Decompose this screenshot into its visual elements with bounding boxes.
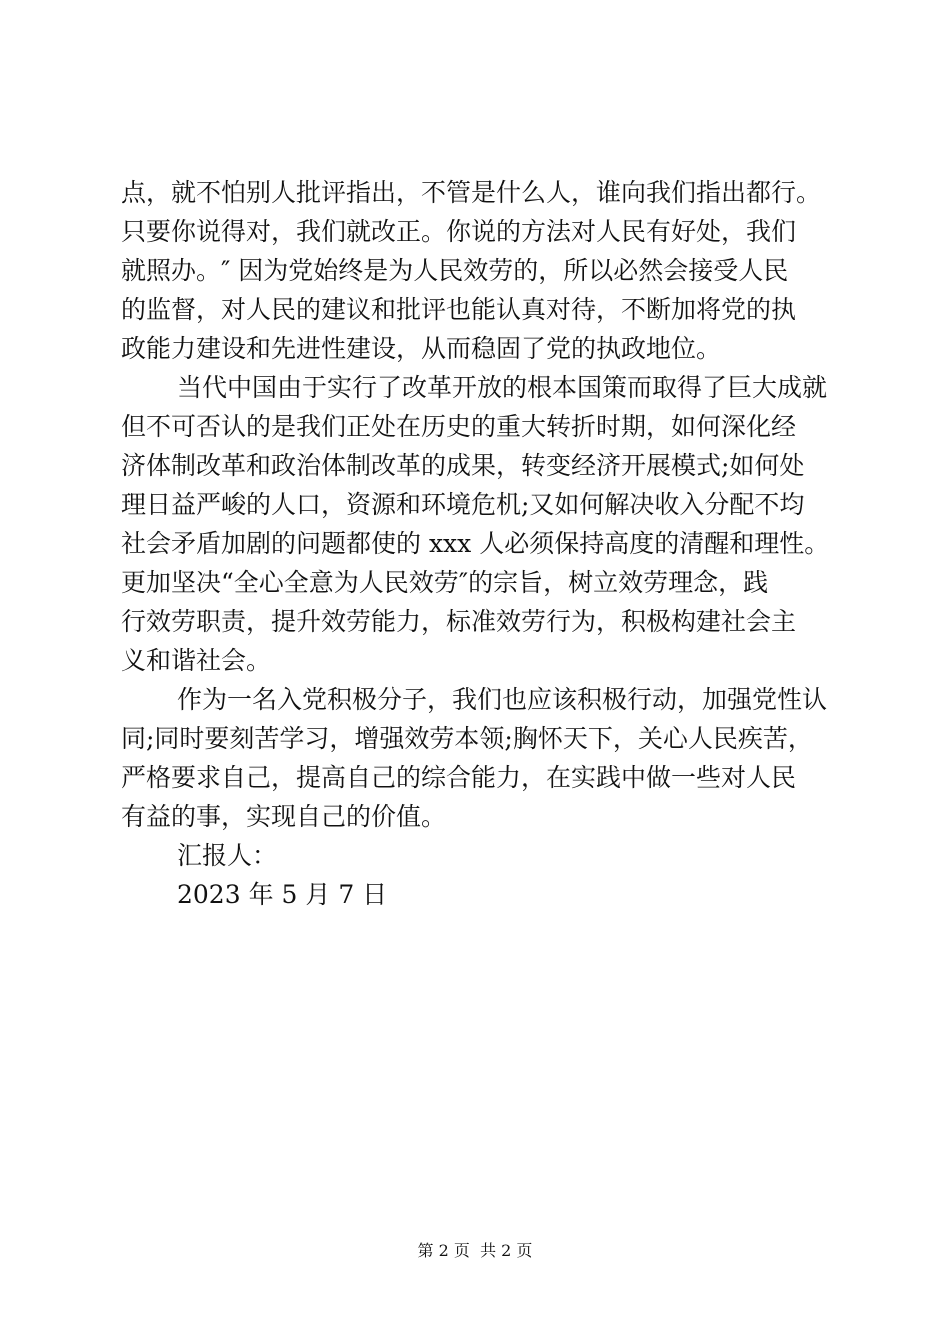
text-line-6: 当代中国由于实行了改革开放的根本国策而取得了巨大成就	[177, 373, 828, 402]
text-line-15: 同;同时要刻苦学习，增强效劳本领;胸怀天下，关心人民疾苦，	[121, 724, 813, 753]
text-line-8: 济体制改革和政治体制改革的成果，转变经济开展模式;如何处	[121, 451, 805, 480]
page-number: 第 2 页 共 2 页	[417, 1241, 533, 1260]
text-line-3: 就照办。″ 因为党始终是为人民效劳的，所以必然会接受人民	[121, 256, 789, 285]
reporter-label: 汇报人：	[177, 841, 278, 870]
text-line-5: 政能力建设和先进性建设，从而稳固了党的执政地位。	[121, 334, 722, 363]
text-line-9: 理日益严峻的人口，资源和环境危机;又如何解决收入分配不均	[121, 490, 805, 519]
text-line-12: 行效劳职责，提升效劳能力，标准效劳行为，积极构建社会主	[121, 607, 797, 636]
text-line-16: 严格要求自己，提高自己的综合能力，在实践中做一些对人民	[121, 763, 797, 792]
text-line-14: 作为一名入党积极分子，我们也应该积极行动，加强党性认	[177, 685, 828, 714]
text-line-11: 更加坚决“全心全意为人民效劳″的宗旨，树立效劳理念，践	[121, 568, 769, 597]
text-line-17: 有益的事，实现自己的价值。	[121, 802, 447, 831]
text-line-13: 义和谐社会。	[121, 646, 272, 675]
text-line-7: 但不可否认的是我们正处在历史的重大转折时期，如何深化经	[121, 412, 797, 441]
text-line-10: 社会矛盾加剧的问题都使的 xxx 人必须保持高度的清醒和理性。	[121, 529, 830, 558]
report-date: 2023 年 5 月 7 日	[177, 880, 388, 909]
text-line-4: 的监督，对人民的建议和批评也能认真对待，不断加将党的执	[121, 295, 797, 324]
text-line-2: 只要你说得对，我们就改正。你说的方法对人民有好处，我们	[121, 217, 797, 246]
text-line-1: 点，就不怕别人批评指出，不管是什么人，谁向我们指出都行。	[121, 178, 822, 207]
